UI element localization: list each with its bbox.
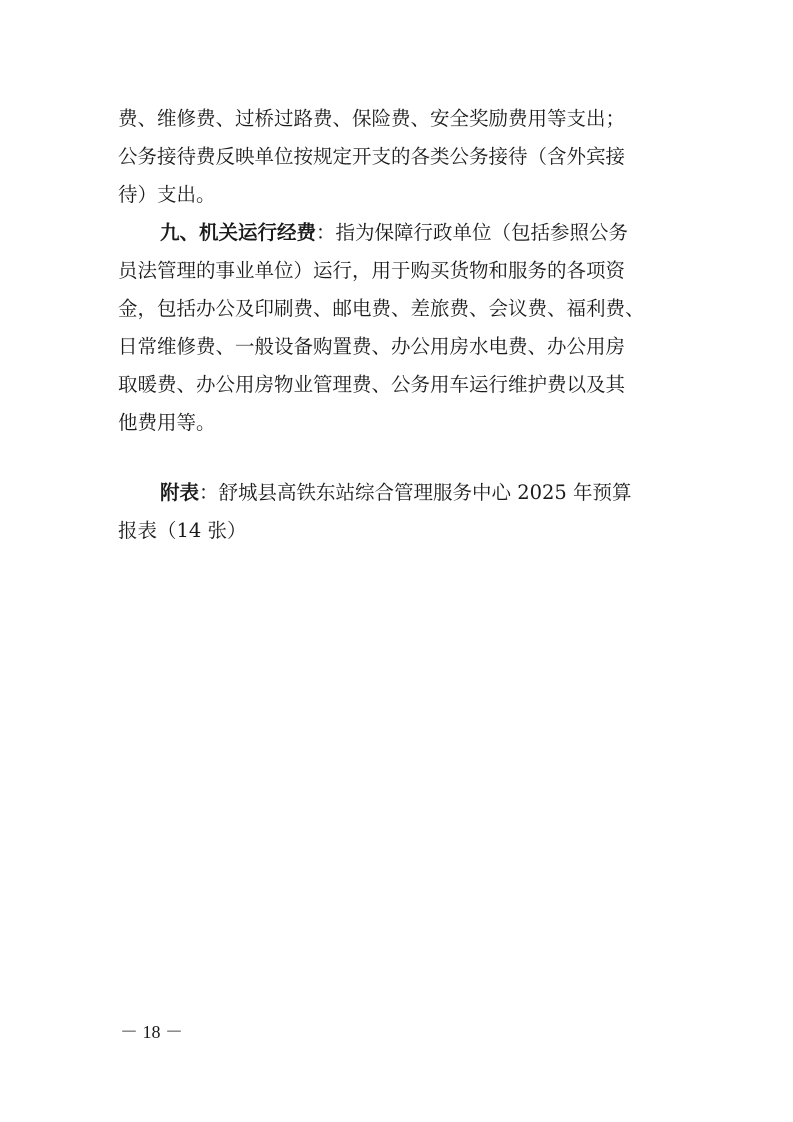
attachment-label: 附表 (160, 481, 200, 504)
paragraph-line: 日常维修费、一般设备购置费、办公用房水电费、办公用房 (118, 335, 626, 358)
paragraph-line: 金，包括办公及印刷费、邮电费、差旅费、会议费、福利费、 (118, 297, 645, 320)
section-nine-first-line (118, 214, 678, 252)
page-number: － 18 － (120, 1022, 183, 1042)
section-nine-paragraph (118, 214, 678, 442)
paragraph-line: 员法管理的事业单位）运行，用于购买货物和服务的各项资 (118, 259, 626, 282)
attachment-title: ：舒城县高铁东站综合管理服务中心 2025 年预算 (199, 481, 632, 504)
paragraph-line: 公务接待费反映单位按规定开支的各类公务接待（含外宾接 (118, 145, 626, 168)
paragraph-line: 取暖费、办公用房物业管理费、公务用车运行维护费以及其 (118, 373, 626, 396)
attachment-first-line (118, 474, 678, 512)
paragraph-line: 费、维修费、过桥过路费、保险费、安全奖励费用等支出； (118, 107, 626, 130)
attachment-paragraph (118, 474, 678, 550)
section-nine-heading: 九、机关运行经费 (160, 221, 317, 244)
continued-paragraph (118, 100, 678, 214)
paragraph-line: 他费用等。 (118, 411, 216, 434)
paragraph-line: 待）支出。 (118, 183, 216, 206)
attachment-second-line: 报表（14 张） (118, 519, 247, 542)
section-nine-definition-start: ：指为保障行政单位（包括参照公务 (316, 221, 629, 244)
